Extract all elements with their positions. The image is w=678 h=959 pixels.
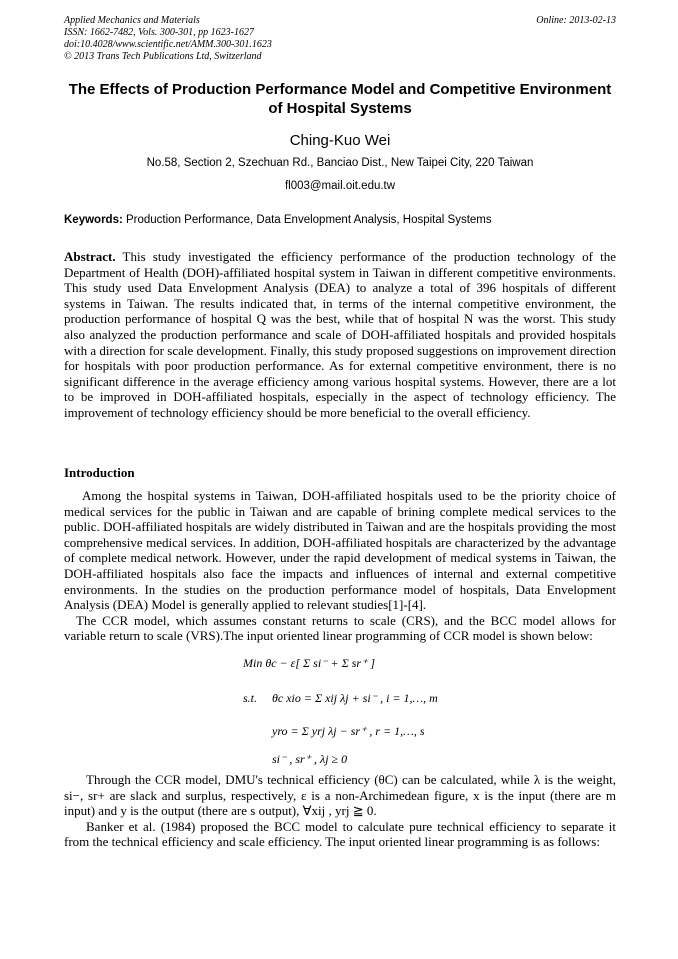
bcc-introduction: Banker et al. (1984) proposed the BCC model to calculate pure technical efficiency to separate it from the technical efficiency and scale efficiency. The input oriented linear programming is as follows: bbox=[64, 818, 616, 850]
keywords-text: Production Performance, Data Envelopment Analysis, Hospital Systems bbox=[126, 214, 492, 226]
affiliation: No.58, Section 2, Szechuan Rd., Banciao Dist., New Taipei City, 220 Taiwan bbox=[146, 157, 534, 169]
paper-title: The Effects of Production Performance Model and Competitive Environment of Hospital Systems bbox=[68, 81, 612, 117]
journal-header bbox=[64, 15, 616, 63]
abstract bbox=[64, 249, 616, 421]
constraint-3: si⁻ , sr⁺ , λj ≥ 0 bbox=[272, 752, 348, 766]
online-date: Online: 2013-02-13 bbox=[536, 15, 616, 26]
abstract-label: Abstract. bbox=[64, 249, 116, 264]
ccr-explanation: Through the CCR model, DMU's technical efficiency (θC) can be calculated, while λ is the weight, si−, sr+ are slack and surplus, respectively, ε is a non-Archimedean figure, x is the input (there are m input) and y is the output (there are s output), ∀xij , yrj ≧ 0. bbox=[64, 772, 616, 819]
doi: doi:10.4028/www.scientific.net/AMM.300-301.1623 bbox=[64, 39, 272, 50]
abstract-text: This study investigated the efficiency performance of the production technology of the Department of Health (DOH)-affiliated hospital system in Taiwan in different competitive environments. This study used Data Envelopment Analysis (DEA) to analyze a total of 396 hospitals of different systems in Taiwan. The results indicated that, in terms of the internal competitive environment, the production performance of hospital Q was the best, while that of hospital N was the worst. This study also analyzed the production performance and scale of DOH-affiliated hospitals and provided hospitals with a direction for scale development. Finally, this study proposed suggestions on improvement direction for hospitals with poor production performance. As for external competitive environment, there is no significant difference in the average efficiency among various hospital systems. However, there are a lot to be improved in DOH-affiliated hospitals, especially in the aspect of technology efficiency. The improvement of technology efficiency should be more beneficial to the overall efficiency. bbox=[64, 249, 616, 420]
keywords bbox=[64, 214, 616, 226]
objective-function: Min θc − ε[ Σ si⁻ + Σ sr⁺ ] bbox=[243, 656, 376, 670]
introduction-heading: Introduction bbox=[64, 465, 135, 480]
issn: ISSN: 1662-7482, Vols. 300-301, pp 1623-1627 bbox=[64, 27, 254, 38]
keywords-label: Keywords: bbox=[64, 214, 123, 226]
journal-name: Applied Mechanics and Materials bbox=[64, 15, 200, 26]
introduction-body bbox=[64, 488, 616, 644]
email: fl003@mail.oit.edu.tw bbox=[284, 180, 396, 192]
author-name: Ching-Kuo Wei bbox=[289, 132, 391, 149]
constraint-1: θc xio = Σ xij λj + si⁻ , i = 1,…, m bbox=[272, 691, 438, 705]
constraint-2: yro = Σ yrj λj − sr⁺ , r = 1,…, s bbox=[272, 724, 425, 738]
st-label: s.t. bbox=[243, 691, 258, 705]
copyright: © 2013 Trans Tech Publications Ltd, Switzerland bbox=[64, 51, 262, 62]
intro-paragraph-1: Among the hospital systems in Taiwan, DOH-affiliated hospitals used to be the priority choice of medical services for the public in Taiwan and are capable of brining complete medical services to the public. DOH-affiliated hospitals are widely distributed in Taiwan and are the hospitals providing the most comprehensive medical services. In addition, DOH-affiliated hospitals are characterized by the advantage of complete medical network. However, under the rapid development of medical systems in Taiwan, the DOH-affiliated hospitals also face the impacts and influences of internal and external competitive environments. In the studies on the production performance model of hospitals, Data Envelopment Analysis (DEA) Model is generally applied to relevant studies[1]-[4]. bbox=[64, 488, 616, 613]
intro-paragraph-2: The CCR model, which assumes constant returns to scale (CRS), and the BCC model allows for variable return to scale (VRS).The input oriented linear programming of CCR model is shown below: bbox=[64, 612, 616, 644]
body-continued bbox=[64, 772, 616, 850]
